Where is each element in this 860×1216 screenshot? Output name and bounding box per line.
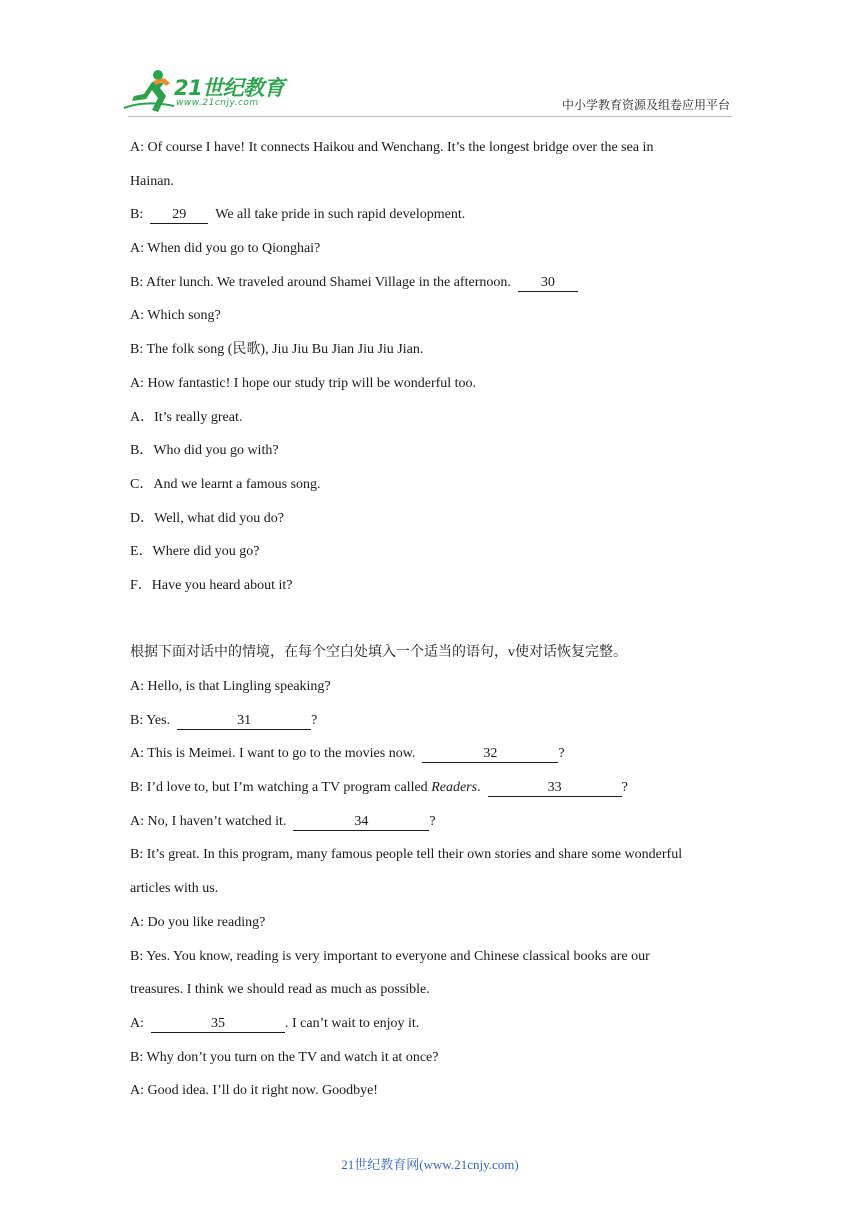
dialogue-line-29	[130, 198, 730, 232]
option-f: F．Have you heard about it?	[130, 577, 293, 593]
option-a: A．It’s really great.	[130, 409, 243, 425]
option-c: C．And we learnt a famous song.	[130, 476, 321, 492]
dialogue-line: A: How fantastic! I hope our study trip will be wonderful too.	[130, 375, 477, 391]
dialogue-line: B: It’s great. In this program, many famous people tell their own stories and share some wonderful	[130, 847, 683, 863]
dialogue-line-33	[130, 771, 730, 805]
dialogue-line: B: The folk song (民歌), Jiu Jiu Bu Jian Jiu Jiu Jian.	[130, 342, 424, 358]
page-footer: 21世纪教育网(www.21cnjy.com)	[341, 1157, 519, 1172]
dialogue-line-34	[130, 805, 730, 839]
site-logo	[122, 68, 292, 116]
question-mark: ?	[621, 780, 628, 796]
dialogue-line: B: Why don’t you turn on the TV and watch it at once?	[130, 1049, 439, 1065]
header-divider	[128, 116, 732, 117]
dialogue-line-35	[130, 1007, 730, 1041]
dialogue-line: treasures. I think we should read as much as possible.	[130, 982, 430, 998]
answer-blank-34: 34	[293, 814, 429, 831]
dialogue-text: . I can’t wait to enjoy it.	[285, 1015, 420, 1031]
answer-blank-29: 29	[150, 207, 208, 224]
logo-text: 21世纪教育	[174, 76, 285, 100]
section-gap	[130, 603, 730, 637]
question-mark: ?	[311, 712, 318, 728]
page-header	[0, 0, 860, 125]
dialogue-line-32	[130, 737, 730, 771]
dialogue-line: A: Which song?	[130, 308, 221, 324]
option-d: D．Well, what did you do?	[130, 510, 285, 526]
platform-title: 中小学教育资源及组卷应用平台	[561, 98, 730, 112]
dialogue-text: A: This is Meimei. I want to go to the movies now.	[130, 746, 416, 762]
dialogue-line-30	[130, 266, 730, 300]
answer-blank-31: 31	[177, 713, 311, 730]
answer-blank-33: 33	[488, 780, 622, 797]
dialogue-text: B: I’d love to, but I’m watching a TV program called	[130, 780, 428, 796]
answer-blank-30: 30	[518, 275, 578, 292]
option-b: B．Who did you go with?	[130, 443, 279, 459]
dialogue-line: Hainan.	[130, 173, 174, 189]
dialogue-line: articles with us.	[130, 881, 219, 897]
question-mark: ?	[429, 813, 436, 829]
dialogue-line-31	[130, 704, 730, 738]
speaker-label: A:	[130, 1015, 144, 1031]
dialogue-text: B: Yes.	[130, 712, 171, 728]
runner-logo-icon	[122, 68, 178, 114]
logo-url: www.21cnjy.com	[176, 98, 259, 108]
dialogue-line: A: Do you like reading?	[130, 914, 266, 930]
dialogue-line: A: Hello, is that Lingling speaking?	[130, 679, 331, 694]
answer-blank-32: 32	[422, 746, 558, 763]
question-mark: ?	[558, 746, 565, 762]
dialogue-text: We all take pride in such rapid development.	[215, 207, 466, 223]
dialogue-line: A: Good idea. I’ll do it right now. Goodbye!	[130, 1083, 378, 1099]
period: .	[477, 780, 481, 796]
dialogue-text: B: After lunch. We traveled around Shamei Village in the afternoon.	[130, 274, 511, 290]
dialogue-text: A: No, I haven’t watched it.	[130, 813, 287, 829]
dialogue-line: B: Yes. You know, reading is very important to everyone and Chinese classical books are our	[130, 948, 650, 964]
dialogue-line: A: Of course I have! It connects Haikou and Wenchang. It’s the longest bridge over the sea in	[130, 140, 654, 155]
dialogue-line: A: When did you go to Qionghai?	[130, 241, 321, 257]
speaker-label: B:	[130, 207, 144, 223]
program-title: Readers	[431, 780, 478, 796]
document-body	[130, 131, 730, 1108]
section-instruction: 根据下面对话中的情境，在每个空白处填入一个适当的语句，v使对话恢复完整。	[130, 645, 627, 661]
answer-blank-35: 35	[151, 1016, 285, 1033]
option-e: E．Where did you go?	[130, 544, 260, 560]
